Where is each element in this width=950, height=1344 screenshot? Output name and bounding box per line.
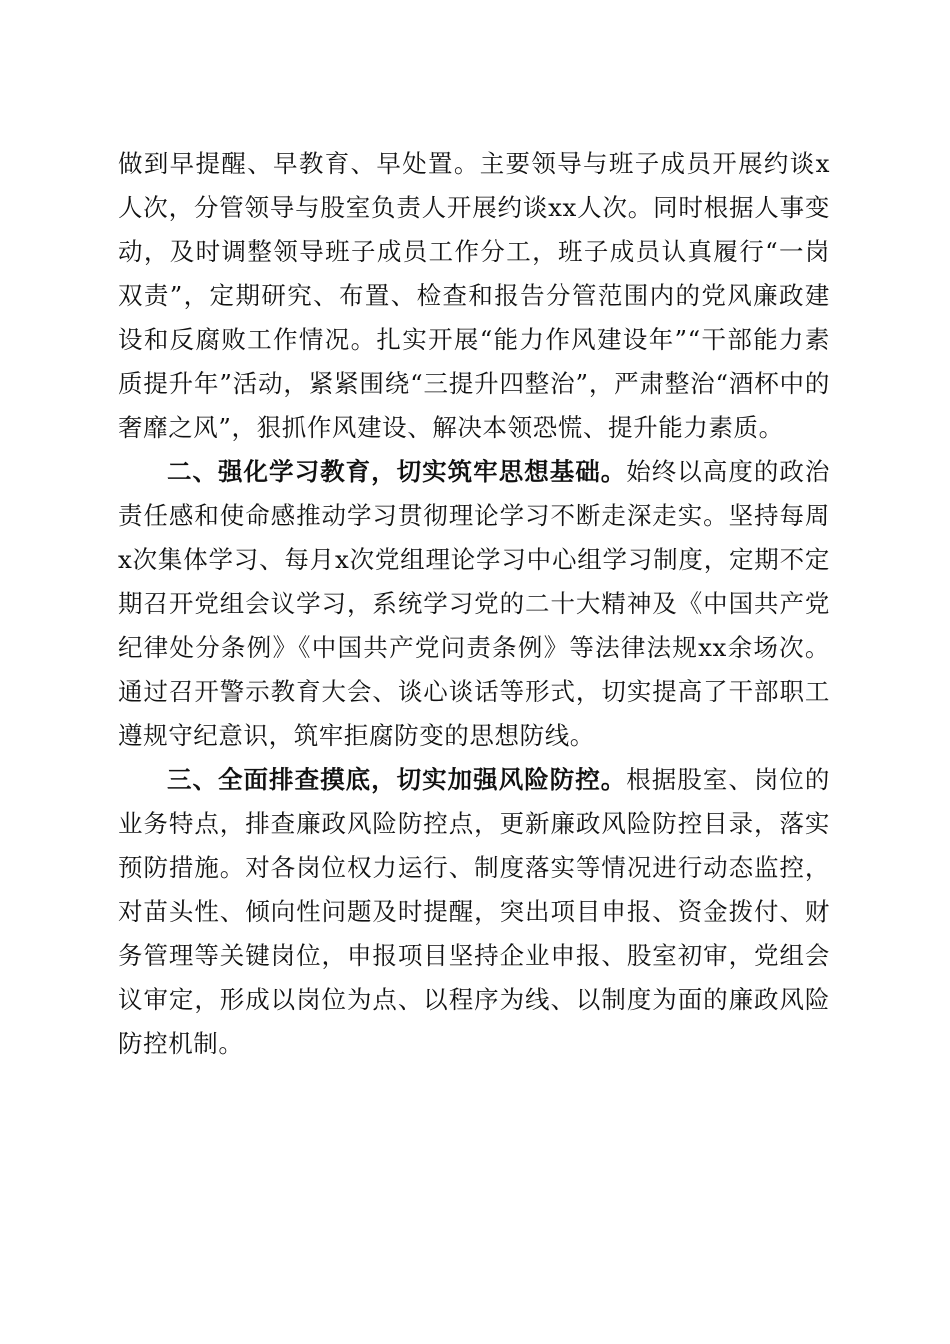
section-two-heading: 二、强化学习教育，切实筑牢思想基础。 <box>167 457 627 486</box>
paragraph-text: 始终以高度的政治责任感和使命感推动学习贯彻理论学习不断走深走实。坚持每周x次集体学习、每月x次党组理论学习中心组学习制度，定期不定期召开党组会议学习，系统学习党的二十大精神及《中国共产党纪律处分条例》《中国共产党问责条例》等法律法规xx余场次。通过召开警示教育大会、谈心谈话等形式，切实提高了干部职工遵规守纪意识，筑牢拒腐防变的思想防线。 <box>118 457 830 750</box>
paragraph-text: 做到早提醒、早教育、早处置。主要领导与班子成员开展约谈x人次，分管领导与股室负责人开展约谈xx人次。同时根据人事变动，及时调整领导班子成员工作分工，班子成员认真履行“一岗双责”，定期研究、布置、检查和报告分管范围内的党风廉政建设和反腐败工作情况。扎实开展“能力作风建设年”“干部能力素质提升年”活动，紧紧围绕“三提升四整治”，严肃整治“酒杯中的奢靡之风”，狠抓作风建设、解决本领恐慌、提升能力素质。 <box>118 149 830 442</box>
paragraph-section-three <box>118 758 830 1066</box>
paragraph-text: 根据股室、岗位的业务特点，排查廉政风险防控点，更新廉政风险防控目录，落实预防措施。对各岗位权力运行、制度落实等情况进行动态监控，对苗头性、倾向性问题及时提醒，突出项目申报、资金拨付、财务管理等关键岗位，申报项目坚持企业申报、股室初审，党组会议审定，形成以岗位为点、以程序为线、以制度为面的廉政风险防控机制。 <box>118 765 830 1058</box>
document-body <box>118 142 830 1066</box>
paragraph-continued <box>118 142 830 450</box>
section-three-heading: 三、全面排查摸底，切实加强风险防控。 <box>167 765 627 794</box>
paragraph-section-two <box>118 450 830 758</box>
